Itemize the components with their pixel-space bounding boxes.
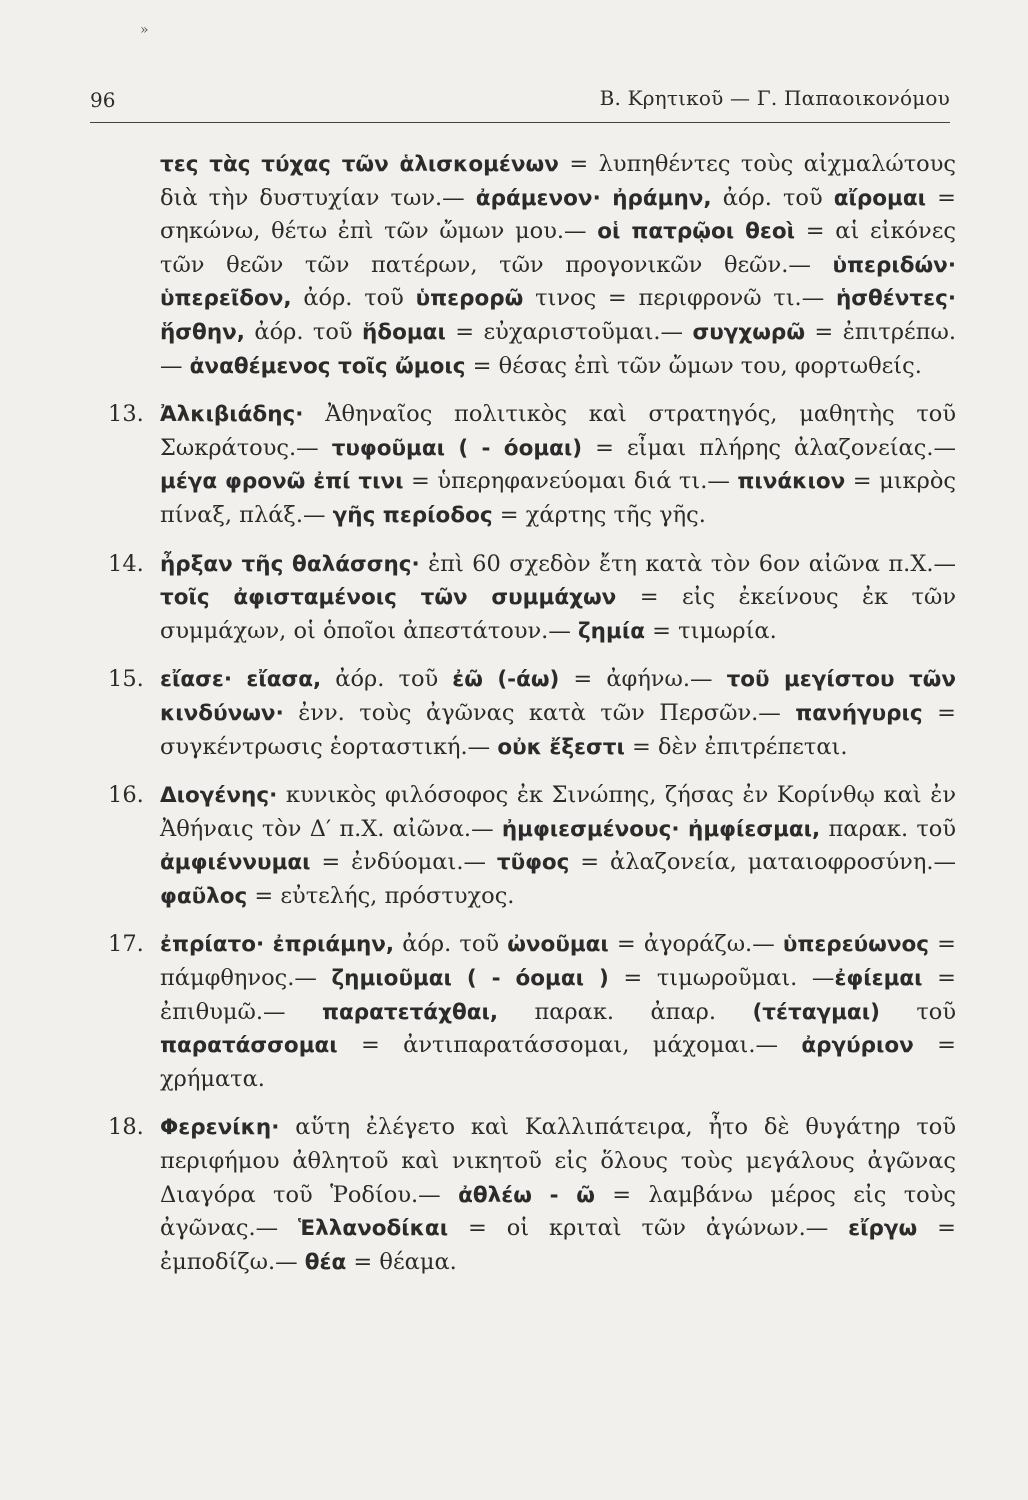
page-body xyxy=(100,148,956,1279)
gloss-text: ἐπὶ 60 σχεδὸν ἔτη κατὰ τὸν 6ον αἰῶνα π.Χ.— xyxy=(419,550,956,577)
headword: τυφοῦμαι ( - όομαι) xyxy=(331,435,583,461)
entry-text xyxy=(160,548,956,649)
gloss-text: ἀόρ. τοῦ xyxy=(244,318,362,345)
headword: Φερενίκη· xyxy=(160,1115,280,1141)
entry-text xyxy=(160,398,956,532)
headword: συγχωρῶ xyxy=(692,319,806,345)
gloss-text: = ἐμποδίζω.— xyxy=(160,1215,956,1275)
gloss-text: = ἀφήνω.— xyxy=(559,666,727,693)
headword: τοῦ μεγίστου τῶν κινδύνων· xyxy=(160,667,957,726)
gloss-text: = οἱ κριταὶ τῶν ἀγώνων.— xyxy=(448,1215,849,1242)
gloss-text: = θέσας ἐπὶ τῶν ὤμων του, φορτωθείς. xyxy=(465,352,922,379)
running-head: Β. Κρητικοῦ — Γ. Παπαοικονόμου xyxy=(599,86,950,110)
gloss-text: = μικρὸς πίναξ, πλάξ.— xyxy=(160,468,956,528)
headword: τοῖς ἀφισταμένοις τῶν συμμάχων xyxy=(160,585,617,611)
headword: ζημιοῦμαι ( - όομαι ) xyxy=(331,966,609,992)
headword: ἐπρίατο· ἐπριάμην, xyxy=(160,932,395,958)
headword: πανήγυρις xyxy=(795,700,923,726)
headword: γῆς περίοδος xyxy=(332,502,493,528)
headword: ἀθλέω - ῶ xyxy=(458,1182,595,1208)
entry-text xyxy=(160,928,956,1096)
gloss-text: = χρήματα. xyxy=(160,1032,956,1092)
headword: θέα xyxy=(304,1249,347,1275)
page-number: 96 xyxy=(90,88,116,112)
headword: ἐφίεμαι xyxy=(834,966,923,992)
headword: πινάκιον xyxy=(737,469,846,495)
gloss-text: = πάμφθηνος.— xyxy=(160,931,956,992)
headword: αἴρομαι xyxy=(833,185,927,211)
gloss-text: = ἀντιπαρατάσσομαι, μάχομαι.— xyxy=(337,1032,802,1059)
headword: ἠμφιεσμένους· ἠμφίεσμαι, xyxy=(501,816,821,842)
header-rule xyxy=(90,122,950,123)
gloss-text: = ἀλαζονεία, ματαιοφροσύνη.— xyxy=(569,849,956,876)
entry-text xyxy=(160,663,956,764)
gloss-text: ἀόρ. τοῦ xyxy=(394,931,508,958)
entry-number: 18. xyxy=(108,1114,144,1141)
gloss-text: αὕτη ἐλέγετο καὶ Καλλιπάτειρα, ἦτο δὲ θυγάτηρ τοῦ περιφήμου ἀθλητοῦ καὶ νικητοῦ εἰς ὅλους τοὺς μεγάλους ἀγῶνας Διαγόρα τοῦ Ῥοδίου.— xyxy=(160,1114,956,1208)
note-entry-15 xyxy=(100,663,956,764)
gloss-text: = λαμβάνω μέρος εἰς τοὺς ἀγῶνας.— xyxy=(160,1181,956,1242)
headword: παρατετάχθαι, xyxy=(321,999,499,1025)
headword: ζημία xyxy=(577,618,645,644)
headword: Διογένης· xyxy=(160,783,278,809)
entry-text xyxy=(160,1111,956,1279)
headword: Ἀλκιβιάδης· xyxy=(160,402,304,428)
gloss-text: = λυπηθέντες τοὺς αἰχμαλώτους διὰ τὴν δυστυχίαν των.— xyxy=(160,151,956,211)
gloss-text: = τιμωρία. xyxy=(644,617,777,644)
note-entry-13 xyxy=(100,398,956,532)
note-entry-16 xyxy=(100,779,956,913)
headword: ἐῶ (-άω) xyxy=(452,667,560,693)
headword: Ἑλλανοδίκαι xyxy=(298,1216,449,1242)
gloss-text: = εἰς ἐκείνους ἐκ τῶν συμμάχων, οἱ ὁποῖοι ἀπεστάτουν.— xyxy=(160,584,956,644)
entry-number: 15. xyxy=(108,666,144,693)
headword: τες τὰς τύχας τῶν ἁλισκομένων xyxy=(160,152,559,177)
gloss-text: = εἶμαι πλήρης ἀλαζονείας.— xyxy=(582,434,956,461)
gloss-text: = ἐπιτρέπω.— xyxy=(160,318,957,379)
headword: ἀμφιέννυμαι xyxy=(160,850,311,876)
headword: ὑπερεύωνος xyxy=(782,932,930,958)
gloss-text: = σηκώνω, θέτω ἐπὶ τῶν ὤμων μου.— xyxy=(160,184,956,245)
entry-number: 17. xyxy=(108,931,144,958)
headword: ἀργύριον xyxy=(801,1033,914,1059)
gloss-text: τοῦ xyxy=(879,998,956,1025)
gloss-text: κυνικὸς φιλόσοφος ἐκ Σινώπης, ζήσας ἐν Κορίνθῳ καὶ ἐν Ἀθήναις τὸν Δ′ π.Χ. αἰῶνα.— xyxy=(160,782,956,842)
gloss-text: ἀόρ. τοῦ xyxy=(711,184,834,211)
note-entry-18 xyxy=(100,1111,956,1279)
headword: ἀναθέμενος τοῖς ὤμοις xyxy=(189,353,466,379)
gloss-text: = χάρτης τῆς γῆς. xyxy=(492,501,706,528)
gloss-text: = ὑπερηφανεύομαι διά τι.— xyxy=(403,468,738,495)
gloss-text: Ἀθηναῖος πολιτικὸς καὶ στρατηγός, μαθητὴς τοῦ Σωκράτους.— xyxy=(160,401,956,461)
headword: ἀράμενον· ἠράμην, xyxy=(475,185,712,211)
gloss-text: ἀόρ. τοῦ xyxy=(321,666,453,693)
headword: ὑπερορῶ xyxy=(415,286,524,312)
gloss-text: παρακ. τοῦ xyxy=(820,815,957,842)
gloss-text: = ἀγοράζω.— xyxy=(608,931,783,958)
margin-mark: » xyxy=(140,22,149,38)
headword: εἴργω xyxy=(848,1216,918,1242)
gloss-text: = ἐνδύομαι.— xyxy=(310,849,497,876)
entry-text xyxy=(160,779,956,913)
gloss-text: τινος = περιφρονῶ τι.— xyxy=(523,285,836,312)
continued-paragraph xyxy=(100,148,956,383)
headword: εἴασε· εἴασα, xyxy=(160,667,322,693)
entry-number: 14. xyxy=(108,550,144,577)
gloss-text: = συγκέντρωσις ἑορταστική.— xyxy=(160,699,956,760)
gloss-text: = εὐχαριστοῦμαι.— xyxy=(445,318,693,345)
headword: μέγα φρονῶ ἐπί τινι xyxy=(160,469,404,495)
gloss-text: = τιμωροῦμαι. — xyxy=(608,965,835,992)
entry-number: 16. xyxy=(108,782,144,809)
entry-number: 13. xyxy=(108,401,144,428)
headword: παρατάσσομαι xyxy=(160,1033,338,1059)
gloss-text: = θέαμα. xyxy=(346,1248,457,1275)
headword: (τέταγμαι) xyxy=(752,999,880,1025)
headword: φαῦλος xyxy=(160,883,248,909)
note-entry-17 xyxy=(100,928,956,1096)
gloss-text: παρακ. ἀπαρ. xyxy=(498,998,753,1025)
gloss-text: = εὐτελής, πρόστυχος. xyxy=(247,882,515,909)
headword: ὠνοῦμαι xyxy=(507,932,609,958)
headword: οὐκ ἔξεστι xyxy=(497,734,625,760)
gloss-text: ἀόρ. τοῦ xyxy=(291,285,416,312)
note-entry-14 xyxy=(100,548,956,649)
gloss-text: = δὲν ἐπιτρέπεται. xyxy=(624,733,848,760)
gloss-text: ἐνν. τοὺς ἀγῶνας κατὰ τῶν Περσῶν.— xyxy=(283,699,796,726)
paragraph-text xyxy=(160,148,956,383)
headword: ἥδομαι xyxy=(362,319,446,345)
headword: ἦρξαν τῆς θαλάσσης· xyxy=(160,551,420,577)
headword: ἡσθέντες· ἥσθην, xyxy=(160,286,956,345)
headword: ὑπεριδών· ὑπερεῖδον, xyxy=(160,252,956,312)
gloss-text: = αἱ εἰκόνες τῶν θεῶν τῶν πατέρων, τῶν προγονικῶν θεῶν.— xyxy=(160,218,956,278)
gloss-text: = ἐπιθυμῶ.— xyxy=(160,965,957,1025)
headword: οἱ πατρῷοι θεοὶ xyxy=(597,219,796,245)
headword: τῦφος xyxy=(496,850,570,876)
